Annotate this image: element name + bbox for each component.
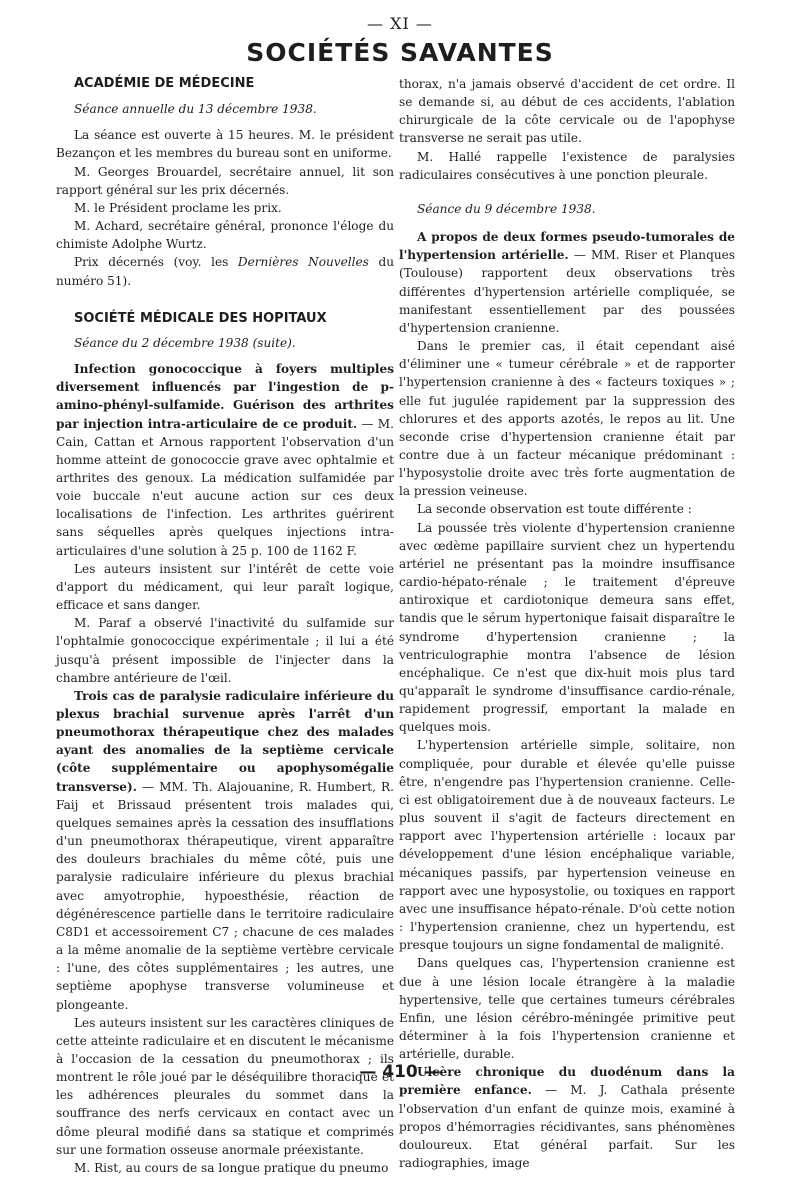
page-title: SOCIÉTÉS SAVANTES [246, 38, 554, 67]
article-title: Infection gonococcique à foyers multiples diversement influencés par l'ingestion de p-amino-phényl-sulfamide. Guérison des arthrites par injection intra-articulaire de ce produit. [56, 362, 394, 431]
paragraph: M. Paraf a observé l'inactivité du sulfamide sur l'ophtalmie gonococcique expérimentale ; il lui a été jusqu'à présent impossible de l'injecter dans la chambre antérieure de l'œil. [56, 616, 394, 685]
paragraph-continued: thorax, n'a jamais observé d'accident de cet ordre. Il se demande si, au début de ces accidents, l'ablation chirurgicale de la côte cervicale ou de l'apophyse transverse ne serait pas utile. [399, 77, 735, 146]
paragraph: M. le Président proclame les prix. [74, 200, 282, 215]
article-paragraph [56, 360, 394, 560]
session-date-2-dec: Séance du 2 décembre 1938 (suite). [74, 335, 296, 350]
paragraph: La seconde observation est toute différente : [417, 502, 692, 517]
right-column [399, 75, 735, 1172]
paragraph [56, 253, 394, 289]
article-title: Trois cas de paralysie radiculaire inférieure du plexus brachial survenue après l'arrêt d'un pneumothorax thérapeutique chez des malades ayant des anomalies de la septième cervicale (côte supplémentaire ou apophysomégalie transverse). [56, 688, 394, 794]
roman-page-number: — XI — [367, 14, 433, 33]
paragraph: La poussée très violente d'hypertension cranienne avec œdème papillaire survient chez un hypertendu artériel ne présentant pas la moindre insuffisance cardio-hépato-rénale ; le traitement d'épreuve antiroxique et cardiotonique demeura sans effet, tandis que le sérum hypertonique faisait disparaître le syndrome d'hypertension cranienne ; la ventriculographie montra l'absence de lésion encéphalique. Ce n'est que dix-huit mois plus tard qu'apparaît le syndrome d'insuffisance cardio-rénale, rapidement progressif, emportant la malade en quelques mois. [399, 520, 735, 735]
article-text: — MM. Th. Alajouanine, R. Humbert, R. Faij et Brissaud présentent trois malades qui, quelques semaines après la cessation des insufflations d'un pneumothorax thérapeutique, virent apparaître des douleurs brachiales du même côté, puis une paralysie radiculaire inférieure du plexus brachial avec amyotrophie, hypoesthésie, réaction de dégénérescence partielle dans le territoire radiculaire C8D1 et accessoirement C7 ; chacune de ces malades a la même anomalie de la septième vertèbre cervicale : l'une, des côtes supplémentaires ; les autres, une septième apophyse transverse volumineuse et plongeante. [56, 779, 394, 1012]
article-paragraph [399, 228, 735, 337]
page-number-footer: — 410 — [359, 1062, 441, 1082]
article-title: Ulcère chronique du duodénum dans la première enfance. [399, 1065, 735, 1098]
journal-reference: Dernières Nouvelles [237, 255, 369, 270]
paragraph: M. Georges Brouardel, secrétaire annuel, lit son rapport général sur les prix décernés. [56, 164, 394, 197]
session-date-9-dec: Séance du 9 décembre 1938. [417, 201, 596, 216]
article-title: A propos de deux formes pseudo-tumorales de l'hypertension artérielle. [399, 230, 735, 263]
paragraph: M. Rist, au cours de sa longue pratique du pneumo [74, 1160, 389, 1175]
text-run: du numéro 51). [56, 255, 394, 288]
article-text: — M. J. Cathala présente l'observation d'un enfant de quinze mois, examiné à propos d'hémorragies récidivantes, sans phénomènes douloureux. Etat général parfait. Sur les radiographies, image [399, 1083, 735, 1171]
section-heading-academie: ACADÉMIE DE MÉDECINE [74, 76, 255, 91]
paragraph: Dans quelques cas, l'hypertension cranienne est due à une lésion locale étrangère à la maladie hypertensive, telle que certaines tumeurs cérébrales Enfin, une lésion cérébro-méningée primitive peut déterminer à la fois l'hypertension cranienne et artérielle, durable. [399, 956, 735, 1062]
article-text: — MM. Riser et Planques (Toulouse) rapportent deux observations très différentes d'hypertension artérielle compliquée, se manifestant essentiellement par des poussées d'hypertension cranienne. [399, 248, 735, 335]
paragraph: M. Achard, secrétaire général, prononce l'éloge du chimiste Adolphe Wurtz. [56, 219, 394, 252]
section-heading-societe: SOCIÉTÉ MÉDICALE DES HOPITAUX [74, 310, 327, 326]
paragraph: L'hypertension artérielle simple, solitaire, non compliquée, pour durable et élevée qu'elle puisse être, n'engendre pas l'hypertension cranienne. Celle-ci est obligatoirement due à de nouveaux facteurs. Le plus souvent il s'agit de facteurs directement en rapport avec l'hypertension artérielle : locaux par développement d'une lésion encéphalique variable, mécaniques passifs, par hypertension veineuse en rapport avec une hyposystolie, ou toxiques en rapport avec une insuffisance hépato-rénale. D'où cette notion : l'hypertension cranienne, chez un hypertendu, est presque toujours un signe fondamental de malignité. [399, 738, 735, 953]
paragraph: M. Hallé rappelle l'existence de paralysies radiculaires consécutives à une ponction pleurale. [399, 149, 735, 182]
article-paragraph [56, 687, 394, 1014]
paragraph: Les auteurs insistent sur l'intérêt de cette voie d'apport du médicament, qui leur paraît logique, efficace et sans danger. [56, 561, 394, 613]
text-run: Prix décernés (voy. les [74, 255, 238, 270]
session-date-13-dec: Séance annuelle du 13 décembre 1938. [74, 102, 317, 117]
paragraph: Dans le premier cas, il était cependant aisé d'éliminer une « tumeur cérébrale » et de rapporter l'hypertension cranienne à des « facteurs toxiques » ; elle fut jugulée rapidement par la suppression des chlorures et des apports azotés, le repos au lit. Une seconde crise d'hypertension cranienne était par contre due à un facteur mécanique prédominant : l'hyposystolie droite avec très forte augmentation de la pression veineuse. [399, 339, 735, 499]
left-column [56, 75, 394, 1177]
article-text: — M. Cain, Cattan et Arnous rapportent l'observation d'un homme atteint de gonococcie grave avec ophtalmie et arthrites des genoux. La médication sulfamidée par voie buccale n'eut aucune action sur ces deux localisations de l'infection. Les arthrites guérirent sans séquelles après quelques injections intra-articulaires d'une solution à 25 p. 100 de 1162 F. [56, 416, 395, 558]
paragraph: Les auteurs insistent sur les caractères cliniques de cette atteinte radiculaire et en discutent le mécanisme à l'occasion de la cessation du pneumothorax ; ils montrent le rôle joué par le déséquilibre thoracique et les adhérences pleurales du sommet dans la souffrance des nerfs cervicaux en contact avec un dôme pleural modifié dans sa statique et comprimés sur une formation osseuse anormale préexistante. [56, 1015, 394, 1157]
paragraph: La séance est ouverte à 15 heures. M. le président Bezançon et les membres du bureau sont en uniforme. [56, 128, 394, 161]
